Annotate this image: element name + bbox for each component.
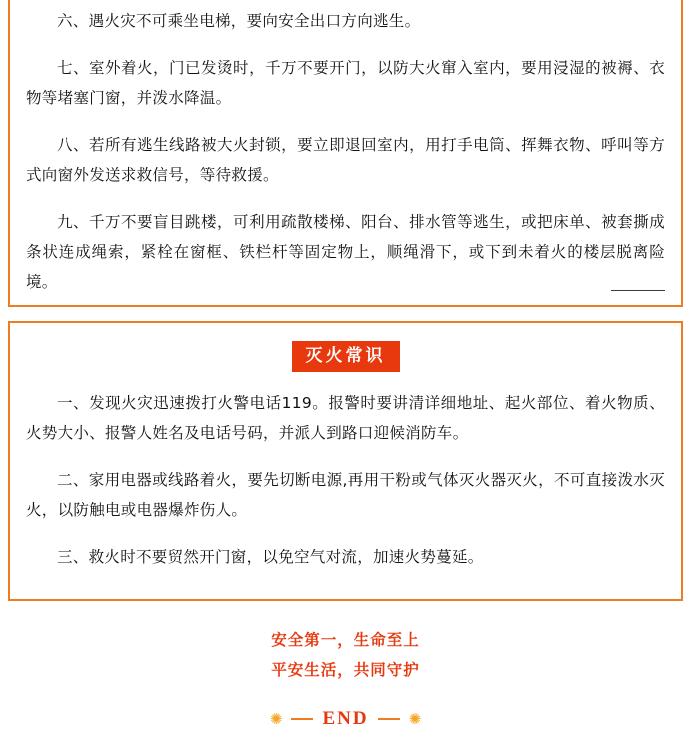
flower-right-icon: ✺ bbox=[408, 709, 422, 728]
paragraph-nine: 九、千万不要盲目跳楼，可利用疏散楼梯、阳台、排水管等逃生，或把床单、被套撕成条状连成绳索，紧栓在窗框、铁栏杆等固定物上，顺绳滑下，或下到未着火的楼层脱离险境。 bbox=[26, 213, 665, 291]
paragraph-seven: 七、室外着火，门已发烫时，千万不要开门，以防大火窜入室内，要用浸湿的被褥、衣物等堵塞门窗，并泼水降温。 bbox=[26, 59, 665, 107]
divider-mark bbox=[611, 290, 665, 291]
dash-right-icon bbox=[378, 718, 400, 720]
paragraph-two: 二、家用电器或线路着火，要先切断电源,再用干粉或气体灭火器灭火，不可直接泼水灭火，以防触电或电器爆炸伤人。 bbox=[26, 471, 665, 519]
flower-left-icon: ✺ bbox=[269, 709, 283, 728]
end-footer bbox=[0, 708, 691, 730]
dash-left-icon bbox=[291, 718, 313, 720]
paragraph-six: 六、遇火灾不可乘坐电梯，要向安全出口方向逃生。 bbox=[57, 12, 421, 30]
paragraph-one: 一、发现火灾迅速拨打火警电话119。报警时要讲清详细地址、起火部位、着火物质、火势大小、报警人姓名及电话号码，并派人到路口迎候消防车。 bbox=[26, 394, 665, 442]
paragraph-eight: 八、若所有逃生线路被大火封锁，要立即退回室内，用打手电筒、挥舞衣物、呼叫等方式向窗外发送求救信号，等待救援。 bbox=[26, 136, 665, 184]
escape-tips-panel bbox=[8, 0, 683, 307]
end-label: END bbox=[322, 708, 369, 729]
slogan-line-2: 平安生活，共同守护 bbox=[271, 661, 420, 679]
section-heading bbox=[26, 341, 665, 372]
paragraph-three: 三、救火时不要贸然开门窗，以免空气对流，加速火势蔓延。 bbox=[57, 548, 484, 566]
closing-slogan bbox=[0, 625, 691, 685]
slogan-line-1: 安全第一，生命至上 bbox=[271, 631, 420, 649]
section-heading-label: 灭火常识 bbox=[292, 341, 400, 372]
firefighting-knowledge-panel bbox=[8, 321, 683, 601]
